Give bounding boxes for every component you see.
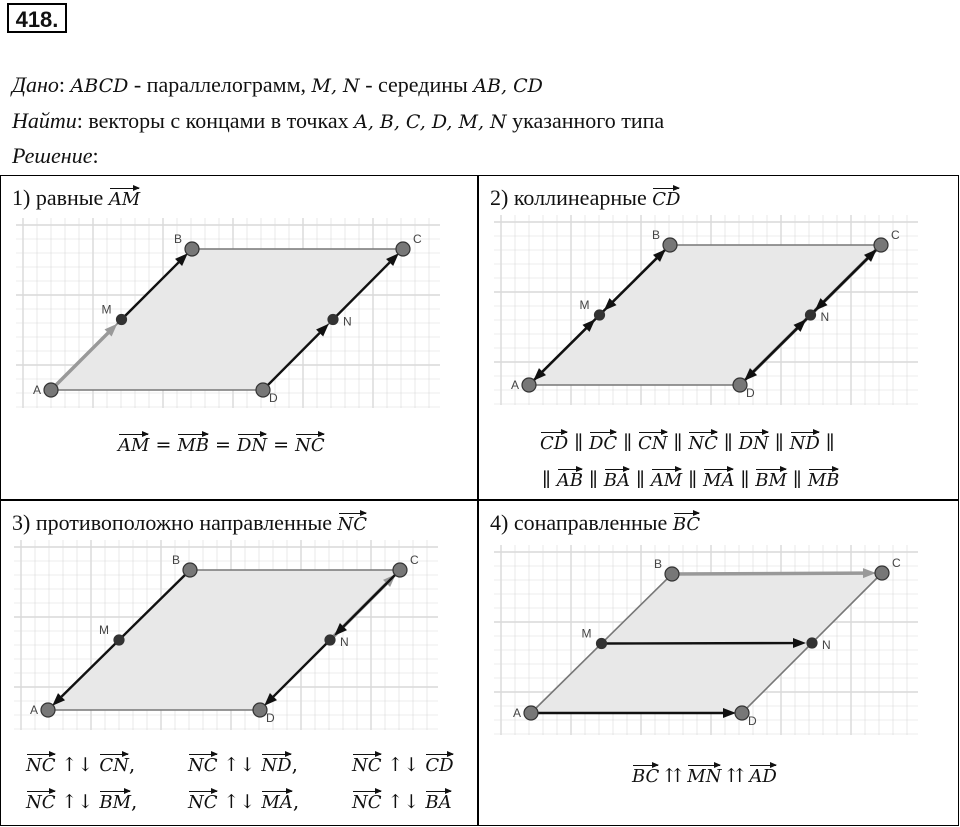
vector-BA: BA (603, 470, 631, 491)
panel4-title-vector: BC (672, 514, 701, 535)
panel4-title-text: 4) сонаправленные (490, 510, 673, 535)
panel1-title-vector: AM (108, 189, 141, 210)
pair-separator: , (291, 752, 298, 776)
vector-AM: AM (650, 470, 683, 491)
given-text1: - параллелограмм, (128, 72, 312, 97)
pair-separator: , (292, 789, 300, 813)
panel1-diagram (16, 218, 440, 408)
vector-MB: MB (807, 470, 840, 491)
relation-symbol: ∥ (574, 432, 583, 454)
vector-DN: DN (236, 435, 268, 456)
panel3-pair (352, 752, 454, 776)
find-text2: указанного типа (506, 108, 665, 133)
given-label: Дано (12, 72, 59, 97)
relation-symbol: ↑↓ (387, 754, 420, 776)
relation-symbol: ∥ (792, 469, 802, 491)
point-D (253, 703, 267, 717)
panel3-pair (352, 789, 452, 813)
vector-BM: BM (99, 792, 132, 813)
vector-CD: CD (540, 433, 569, 454)
panel1-title (12, 185, 140, 211)
panel2-title-vector: CD (652, 189, 681, 210)
vector-MA: MA (261, 792, 293, 813)
vector-NC: NC (26, 755, 56, 776)
point-B (663, 238, 677, 252)
vector-NC: NC (688, 433, 718, 454)
point-M (117, 315, 127, 325)
vector-AB: AB (556, 470, 584, 491)
find-points: A, B, C, D, M, N (354, 111, 507, 133)
point-label-C: C (892, 556, 901, 570)
vector-DN: DN (738, 433, 769, 454)
solution-label: Решение (12, 143, 93, 168)
relation-symbol: ∥ (589, 469, 598, 491)
relation-symbol: ↑↓ (61, 791, 94, 813)
vector-AD: AD (749, 766, 777, 787)
vector-ND: ND (261, 755, 292, 776)
point-N (325, 635, 335, 645)
point-N (807, 638, 817, 648)
relation-symbol: ∥ (774, 432, 784, 454)
point-label-C: C (413, 232, 422, 246)
point-N (806, 310, 816, 320)
point-label-M: M (579, 298, 590, 312)
vector-BA: BA (425, 792, 452, 813)
relation-symbol: ↑↓ (223, 791, 256, 813)
vector-DC: DC (589, 433, 618, 454)
relation-symbol: ⇈ (727, 765, 744, 787)
panel3-pair (188, 752, 298, 776)
point-M (595, 310, 605, 320)
panel2-title (490, 185, 680, 211)
vector-ND: ND (789, 433, 820, 454)
panel3-pair (26, 752, 135, 776)
solution-line: Решение: (12, 143, 99, 168)
point-label-B: B (652, 228, 661, 242)
point-C (393, 563, 407, 577)
point-label-A: A (33, 383, 42, 397)
panel3-pair (188, 789, 299, 813)
panel3-title (12, 510, 367, 536)
relation-symbol: ∥ (740, 469, 750, 491)
point-A (522, 378, 536, 392)
given-points: M, N (311, 75, 360, 97)
point-A (44, 383, 58, 397)
relation-symbol: ∥ (723, 432, 733, 454)
point-label-B: B (654, 557, 663, 571)
panel4-relation (632, 763, 777, 787)
point-B (185, 242, 199, 256)
panel2-relation-row2 (536, 467, 839, 491)
point-label-N: N (340, 635, 349, 649)
point-label-N: N (820, 310, 830, 324)
point-B (183, 563, 197, 577)
point-label-D: D (266, 711, 275, 725)
vector-BC: BC (632, 766, 660, 787)
vector-AM: AM (118, 435, 150, 456)
point-M (597, 639, 607, 649)
vector-MA: MA (703, 470, 735, 491)
relation-symbol: ∥ (623, 432, 632, 454)
point-label-A: A (30, 703, 39, 717)
panel3-title-text: 3) противоположно направленные (12, 510, 338, 535)
panel3-diagram (14, 540, 438, 730)
table-divider-horizontal (0, 499, 959, 501)
point-D (733, 378, 747, 392)
panel2-relation-row1 (540, 430, 841, 454)
point-C (874, 238, 888, 252)
point-label-B: B (174, 232, 183, 246)
relation-symbol: ⇈ (665, 765, 682, 787)
relation-symbol: ↑↓ (223, 754, 256, 776)
problem-number: 418. (7, 3, 67, 33)
point-C (875, 566, 889, 580)
point-B (665, 567, 679, 581)
pair-separator: , (128, 752, 136, 776)
point-label-B: B (172, 553, 181, 567)
point-label-D: D (269, 391, 278, 405)
vector-NC: NC (352, 792, 382, 813)
point-label-C: C (410, 553, 419, 567)
relation-symbol: ∥ (673, 432, 683, 454)
given-segments: AB, CD (473, 75, 543, 97)
vector-MN: MN (687, 766, 722, 787)
point-M (114, 635, 124, 645)
point-label-M: M (99, 623, 109, 637)
find-text1: : векторы с концами в точках (76, 108, 355, 133)
vector-NC: NC (295, 435, 325, 456)
panel3-pair (26, 789, 137, 813)
vector-NC: NC (188, 755, 218, 776)
vector-BM: BM (755, 470, 787, 491)
panel2-title-text: 2) коллинеарные (490, 185, 653, 210)
given-text2: - середины (359, 72, 474, 97)
pair-separator: , (131, 789, 138, 813)
point-label-M: M (581, 626, 592, 641)
point-label-A: A (513, 706, 522, 720)
point-label-N: N (343, 314, 352, 329)
vector-CD: CD (425, 755, 454, 776)
given-line: Дано: ABCD - параллелограмм, M, N - середины AB, CD (12, 72, 543, 97)
relation-symbol: ↑↓ (61, 754, 94, 776)
relation-symbol: ↑↓ (387, 791, 420, 813)
find-label: Найти (12, 108, 77, 133)
vector-CN: CN (99, 755, 129, 776)
relation-symbol: ∥ (825, 432, 835, 454)
relation-symbol: ∥ (542, 469, 551, 491)
panel4-diagram (494, 545, 918, 735)
point-label-N: N (822, 638, 831, 652)
given-figure: ABCD (70, 75, 129, 97)
point-D (256, 383, 270, 397)
point-A (524, 706, 538, 720)
relation-symbol: = (215, 434, 231, 456)
vector-NC: NC (188, 792, 218, 813)
vector-BC-shaft (672, 573, 863, 574)
vector-NC: NC (26, 792, 56, 813)
point-D (735, 706, 749, 720)
vector-CN: CN (638, 433, 668, 454)
relation-symbol: ∥ (636, 469, 645, 491)
point-label-D: D (746, 386, 755, 400)
panel1-title-text: 1) равные (12, 185, 109, 210)
point-label-M: M (101, 302, 112, 317)
point-label-C: C (891, 228, 900, 242)
find-line (12, 108, 664, 134)
panel1-relation (118, 432, 325, 456)
relation-symbol: ∥ (688, 469, 698, 491)
point-label-D: D (748, 714, 757, 728)
panel4-title (490, 510, 700, 536)
relation-symbol: = (155, 434, 172, 456)
panel3-title-vector: NC (337, 514, 368, 535)
panel2-diagram (494, 215, 918, 405)
point-A (41, 703, 55, 717)
table-divider-vertical (477, 175, 479, 826)
point-N (328, 315, 338, 325)
vector-MB: MB (177, 435, 210, 456)
point-label-A: A (511, 378, 520, 392)
relation-symbol: = (273, 434, 290, 456)
vector-NC: NC (352, 755, 382, 776)
point-C (396, 242, 410, 256)
